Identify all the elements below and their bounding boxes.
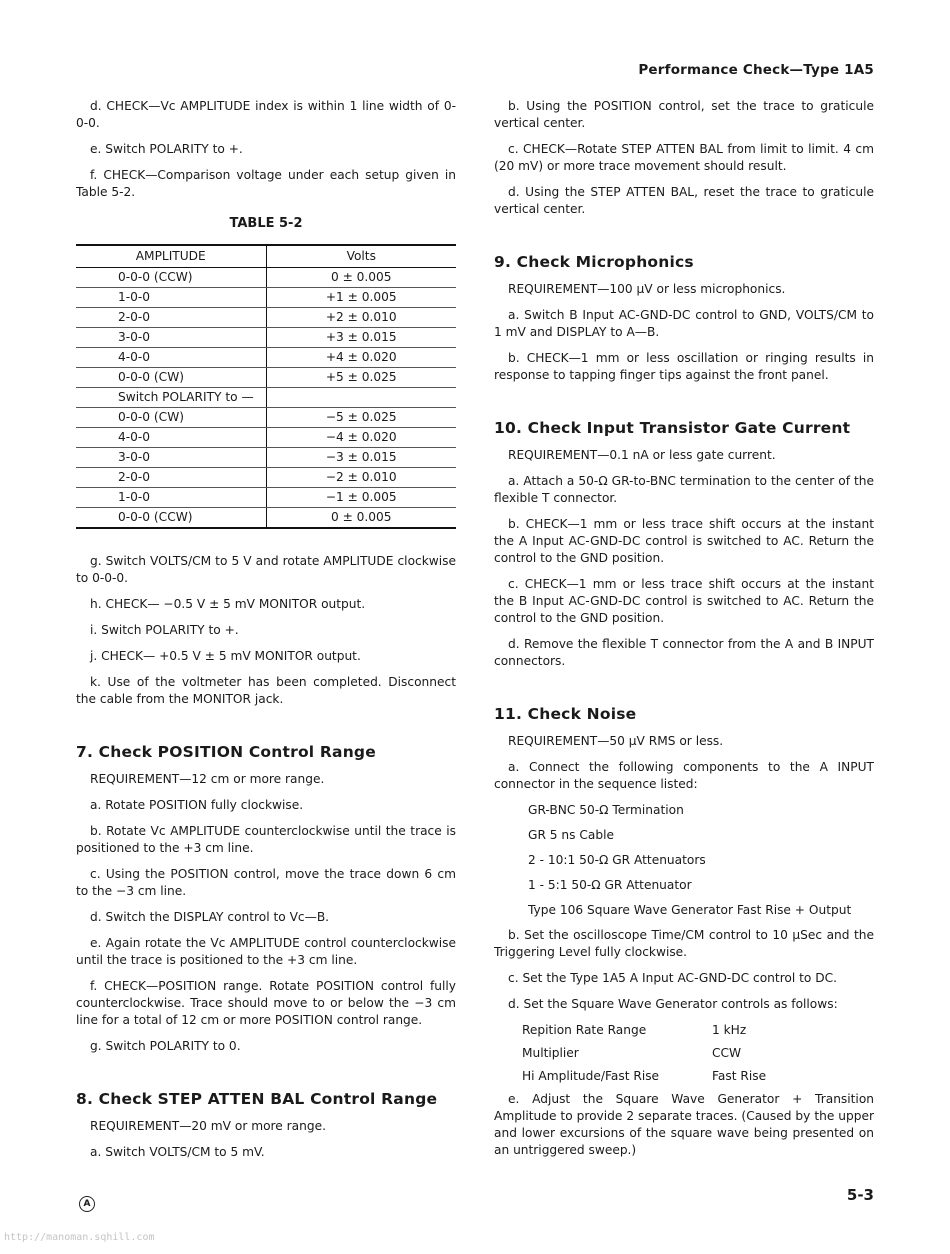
volts-cell: +5 ± 0.025 bbox=[266, 368, 456, 388]
volts-cell bbox=[266, 388, 456, 408]
settings-row bbox=[522, 1022, 874, 1039]
section-7-step-c: c. Using the POSITION control, move the trace down 6 cm to the −3 cm line. bbox=[76, 867, 456, 898]
section-9-step-a: a. Switch B Input AC-GND-DC control to GND, VOLTS/CM to 1 mV and DISPLAY to A—B. bbox=[494, 308, 874, 339]
amplitude-cell: Switch POLARITY to — bbox=[76, 388, 266, 408]
setting-label: Multiplier bbox=[522, 1046, 579, 1060]
step-h: h. CHECK— −0.5 V ± 5 mV MONITOR output. bbox=[90, 597, 366, 611]
volts-cell: +4 ± 0.020 bbox=[266, 348, 456, 368]
amplitude-cell: 4-0-0 bbox=[76, 428, 266, 448]
section-7-step-e: e. Again rotate the Vc AMPLITUDE control counterclockwise until the trace is positioned to the +3 cm line. bbox=[76, 936, 456, 967]
amplitude-cell: 2-0-0 bbox=[76, 308, 266, 328]
table-row bbox=[76, 328, 456, 348]
volts-cell: −1 ± 0.005 bbox=[266, 488, 456, 508]
generator-settings bbox=[522, 1022, 874, 1085]
table-row bbox=[76, 388, 456, 408]
table-header-volts: Volts bbox=[266, 245, 456, 268]
section-7-requirement: REQUIREMENT—12 cm or more range. bbox=[90, 772, 325, 786]
table-row bbox=[76, 368, 456, 388]
section-10-requirement: REQUIREMENT—0.1 nA or less gate current. bbox=[508, 448, 776, 462]
table-row bbox=[76, 468, 456, 488]
amplitude-cell: 1-0-0 bbox=[76, 488, 266, 508]
volts-cell: +2 ± 0.010 bbox=[266, 308, 456, 328]
section-10-heading: 10. Check Input Transistor Gate Current bbox=[494, 419, 851, 437]
component-item: 1 - 5:1 50-Ω GR Attenuator bbox=[528, 878, 692, 892]
section-11-step-b: b. Set the oscilloscope Time/CM control to 10 μSec and the Triggering Level fully clockwise. bbox=[494, 928, 874, 959]
section-8-step-c: c. CHECK—Rotate STEP ATTEN BAL from limit to limit. 4 cm (20 mV) or more trace movement should result. bbox=[494, 142, 874, 173]
section-7-step-d: d. Switch the DISPLAY control to Vc—B. bbox=[90, 910, 330, 924]
section-11-step-e: e. Adjust the Square Wave Generator + Transition Amplitude to provide 2 separate traces. (Caused by the upper and lower excursions of the square wave being presented on an untriggered sweep.) bbox=[494, 1092, 874, 1157]
setting-label: Repition Rate Range bbox=[522, 1023, 647, 1037]
amplitude-cell: 2-0-0 bbox=[76, 468, 266, 488]
revision-mark-icon: A bbox=[79, 1196, 95, 1212]
volts-cell: −4 ± 0.020 bbox=[266, 428, 456, 448]
table-body bbox=[76, 268, 456, 529]
setting-value: CCW bbox=[712, 1046, 742, 1060]
table-5-2 bbox=[76, 244, 456, 529]
amplitude-cell: 3-0-0 bbox=[76, 328, 266, 348]
amplitude-cell: 4-0-0 bbox=[76, 348, 266, 368]
table-row bbox=[76, 268, 456, 288]
step-d: d. CHECK—Vc AMPLITUDE index is within 1 line width of 0-0-0. bbox=[76, 99, 456, 130]
component-item: Type 106 Square Wave Generator Fast Rise + Output bbox=[528, 903, 852, 917]
table-row bbox=[76, 448, 456, 468]
table-row bbox=[76, 488, 456, 508]
settings-row bbox=[522, 1068, 874, 1085]
step-e: e. Switch POLARITY to +. bbox=[90, 142, 243, 156]
section-7-step-g: g. Switch POLARITY to 0. bbox=[90, 1039, 241, 1053]
section-7-step-b: b. Rotate Vc AMPLITUDE counterclockwise until the trace is positioned to the +3 cm line. bbox=[76, 824, 456, 855]
step-g: g. Switch VOLTS/CM to 5 V and rotate AMPLITUDE clockwise to 0-0-0. bbox=[76, 554, 456, 585]
section-10-step-a: a. Attach a 50-Ω GR-to-BNC termination to the center of the flexible T connector. bbox=[494, 474, 874, 505]
section-8-requirement: REQUIREMENT—20 mV or more range. bbox=[90, 1119, 326, 1133]
section-11-heading: 11. Check Noise bbox=[494, 705, 637, 723]
setting-value: Fast Rise bbox=[712, 1069, 767, 1083]
amplitude-cell: 0-0-0 (CCW) bbox=[76, 508, 266, 529]
section-8-step-b: b. Using the POSITION control, set the trace to graticule vertical center. bbox=[494, 99, 874, 130]
section-10-step-d: d. Remove the flexible T connector from the A and B INPUT connectors. bbox=[494, 637, 874, 668]
step-f: f. CHECK—Comparison voltage under each setup given in Table 5-2. bbox=[76, 168, 456, 199]
settings-row bbox=[522, 1045, 874, 1062]
table-row bbox=[76, 428, 456, 448]
volts-cell: +1 ± 0.005 bbox=[266, 288, 456, 308]
component-item: GR-BNC 50-Ω Termination bbox=[528, 803, 684, 817]
table-header-amplitude: AMPLITUDE bbox=[76, 245, 266, 268]
table-row bbox=[76, 408, 456, 428]
step-k: k. Use of the voltmeter has been completed. Disconnect the cable from the MONITOR jack. bbox=[76, 675, 456, 706]
section-10-step-c: c. CHECK—1 mm or less trace shift occurs at the instant the B Input AC-GND-DC control is switched to AC. Return the control to the GND position. bbox=[494, 577, 874, 625]
table-title: TABLE 5-2 bbox=[229, 216, 303, 231]
setting-value: 1 kHz bbox=[712, 1023, 747, 1037]
volts-cell: −5 ± 0.025 bbox=[266, 408, 456, 428]
section-7-heading: 7. Check POSITION Control Range bbox=[76, 743, 376, 761]
section-8-heading: 8. Check STEP ATTEN BAL Control Range bbox=[76, 1090, 438, 1108]
table-row bbox=[76, 308, 456, 328]
amplitude-cell: 0-0-0 (CW) bbox=[76, 368, 266, 388]
section-11-step-a: a. Connect the following components to the A INPUT connector in the sequence listed: bbox=[494, 760, 874, 791]
table-row bbox=[76, 508, 456, 529]
table-row bbox=[76, 348, 456, 368]
section-7-step-f: f. CHECK—POSITION range. Rotate POSITION control fully counterclockwise. Trace should move to or below the −3 cm line for a total of 12 cm or more POSITION control range. bbox=[76, 979, 456, 1027]
running-header: Performance Check—Type 1A5 bbox=[638, 62, 874, 78]
volts-cell: 0 ± 0.005 bbox=[266, 508, 456, 529]
section-10-step-b: b. CHECK—1 mm or less trace shift occurs at the instant the A Input AC-GND-DC control is switched to AC. Return the control to the GND position. bbox=[494, 517, 874, 565]
amplitude-cell: 0-0-0 (CCW) bbox=[76, 268, 266, 288]
step-j: j. CHECK— +0.5 V ± 5 mV MONITOR output. bbox=[90, 649, 361, 663]
section-11-step-d: d. Set the Square Wave Generator controls as follows: bbox=[508, 997, 838, 1011]
component-item: 2 - 10:1 50-Ω GR Attenuators bbox=[528, 853, 706, 867]
watermark: http://manoman.sqhill.com bbox=[4, 1232, 155, 1243]
section-11-step-c: c. Set the Type 1A5 A Input AC-GND-DC control to DC. bbox=[508, 971, 838, 985]
component-item: GR 5 ns Cable bbox=[528, 828, 614, 842]
setting-label: Hi Amplitude/Fast Rise bbox=[522, 1069, 660, 1083]
section-11-requirement: REQUIREMENT—50 μV RMS or less. bbox=[508, 734, 724, 748]
section-9-step-b: b. CHECK—1 mm or less oscillation or ringing results in response to tapping finger tips against the front panel. bbox=[494, 351, 874, 382]
page-number: 5-3 bbox=[846, 1186, 874, 1204]
section-9-requirement: REQUIREMENT—100 μV or less microphonics. bbox=[508, 282, 786, 296]
section-8-step-d: d. Using the STEP ATTEN BAL, reset the trace to graticule vertical center. bbox=[494, 185, 874, 216]
amplitude-cell: 3-0-0 bbox=[76, 448, 266, 468]
left-column bbox=[76, 98, 456, 1170]
amplitude-cell: 0-0-0 (CW) bbox=[76, 408, 266, 428]
section-8-step-a: a. Switch VOLTS/CM to 5 mV. bbox=[90, 1145, 265, 1159]
section-9-heading: 9. Check Microphonics bbox=[494, 253, 694, 271]
step-i: i. Switch POLARITY to +. bbox=[90, 623, 239, 637]
amplitude-cell: 1-0-0 bbox=[76, 288, 266, 308]
volts-cell: +3 ± 0.015 bbox=[266, 328, 456, 348]
volts-cell: −2 ± 0.010 bbox=[266, 468, 456, 488]
section-7-step-a: a. Rotate POSITION fully clockwise. bbox=[90, 798, 304, 812]
volts-cell: −3 ± 0.015 bbox=[266, 448, 456, 468]
right-column bbox=[494, 98, 874, 1168]
table-row bbox=[76, 288, 456, 308]
volts-cell: 0 ± 0.005 bbox=[266, 268, 456, 288]
